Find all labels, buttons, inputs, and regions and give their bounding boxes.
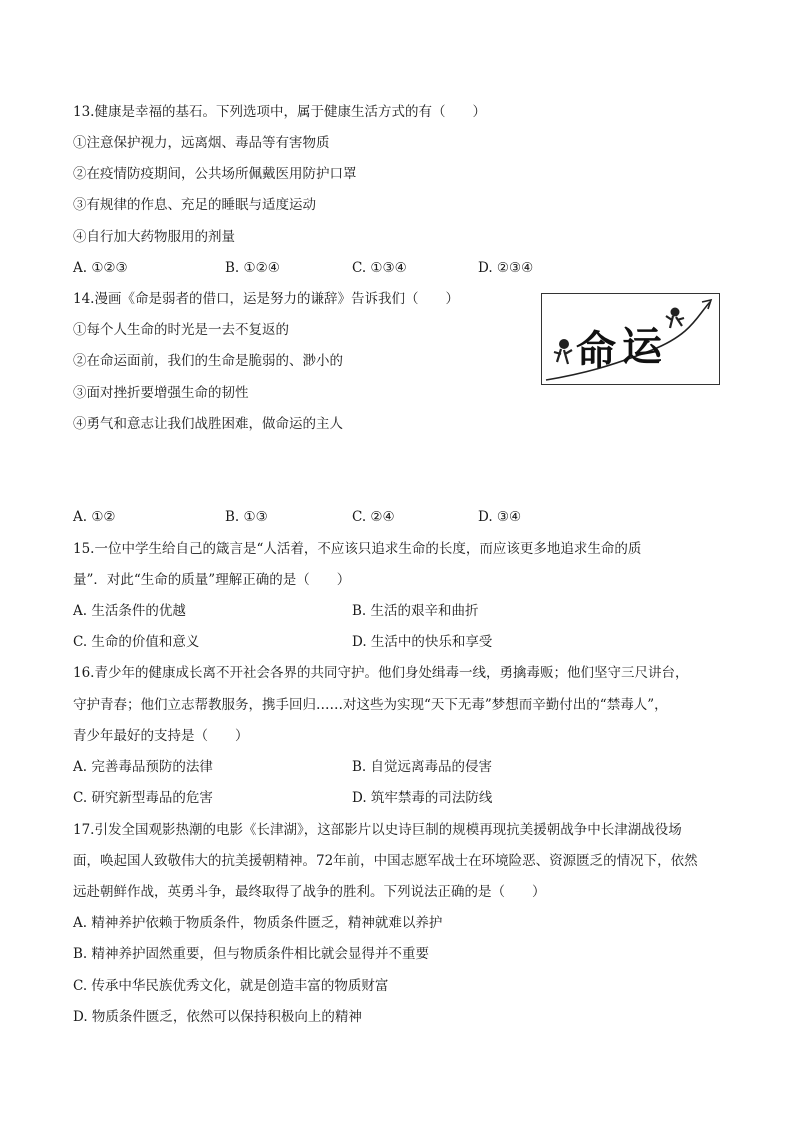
q13-item-3: ③有规律的作息、充足的睡眠与适度运动: [73, 197, 316, 213]
q16-stem-line-3: 青少年最好的支持是（ ）: [73, 728, 249, 744]
q15-stem-line-1: 15.一位中学生给自己的箴言是“人活着，不应该只追求生命的长度，而应该更多地追求生命的质: [73, 541, 642, 557]
q16-option-a[interactable]: A. 完善毒品预防的法律: [73, 759, 213, 775]
q14-item-1: ①每个人生命的时光是一去不复返的: [73, 322, 289, 338]
q17-option-d[interactable]: D. 物质条件匮乏，依然可以保持积极向上的精神: [73, 1009, 362, 1025]
q13-item-4: ④自行加大药物服用的剂量: [73, 229, 235, 245]
q14-option-d[interactable]: D. ③④: [478, 509, 522, 525]
q16-option-d[interactable]: D. 筑牢禁毒的司法防线: [352, 790, 493, 806]
q13-option-d[interactable]: D. ②③④: [478, 260, 534, 276]
q15-option-b[interactable]: B. 生活的艰辛和曲折: [352, 603, 479, 619]
q14-item-4: ④勇气和意志让我们战胜困难，做命运的主人: [73, 416, 343, 432]
cartoon-char-yun: 运: [622, 324, 662, 370]
q17-option-a[interactable]: A. 精神养护依赖于物质条件，物质条件匮乏，精神就难以养护: [73, 915, 443, 931]
q16-stem-line-2: 守护青春；他们立志帮教服务，携手回归……对这些为实现“天下无毒”梦想而辛勤付出的“禁毒人”，: [73, 697, 668, 713]
q14-option-a[interactable]: A. ①②: [73, 509, 116, 525]
arrow-head-icon: [702, 300, 711, 309]
q15-stem-line-2: 量”．对此“生命的质量”理解正确的是（ ）: [73, 572, 351, 588]
figure-left-head: [559, 339, 569, 349]
q13-item-2: ②在疫情防疫期间，公共场所佩戴医用防护口罩: [73, 166, 357, 182]
q14-option-c[interactable]: C. ②④: [352, 509, 395, 525]
q15-option-c[interactable]: C. 生命的价值和意义: [73, 634, 200, 650]
q13-option-a[interactable]: A. ①②③: [73, 260, 128, 276]
q17-option-c[interactable]: C. 传承中华民族优秀文化，就是创造丰富的物质财富: [73, 978, 389, 994]
fate-cartoon-drawing: [542, 294, 718, 383]
q13-option-c[interactable]: C. ①③④: [352, 260, 407, 276]
q14-item-3: ③面对挫折要增强生命的韧性: [73, 385, 249, 401]
cartoon-char-ming: 命: [576, 328, 616, 374]
q14-stem: 14.漫画《命是弱者的借口，运是努力的谦辞》告诉我们（ ）: [73, 291, 459, 307]
q17-stem-line-1: 17.引发全国观影热潮的电影《长津湖》，这部影片以史诗巨制的规模再现抗美援朝战争中长津湖战役场: [73, 822, 682, 838]
figure-left-body: [554, 349, 572, 364]
q17-stem-line-3: 远赴朝鲜作战，英勇斗争，最终取得了战争的胜利。下列说法正确的是（ ）: [73, 884, 546, 900]
q16-option-c[interactable]: C. 研究新型毒品的危害: [73, 790, 213, 806]
q14-item-2: ②在命运面前，我们的生命是脆弱的、渺小的: [73, 353, 343, 369]
figure-right-body: [666, 316, 684, 328]
q15-option-d[interactable]: D. 生活中的快乐和享受: [352, 634, 493, 650]
fate-cartoon: [541, 293, 720, 385]
q17-option-b[interactable]: B. 精神养护固然重要，但与物质条件相比就会显得并不重要: [73, 946, 430, 962]
q15-option-a[interactable]: A. 生活条件的优越: [73, 603, 186, 619]
q13-item-1: ①注意保护视力，远离烟、毒品等有害物质: [73, 135, 330, 151]
q14-option-b[interactable]: B. ①③: [225, 509, 268, 525]
q16-option-b[interactable]: B. 自觉远离毒品的侵害: [352, 759, 493, 775]
q13-option-b[interactable]: B. ①②④: [225, 260, 280, 276]
q16-stem-line-1: 16.青少年的健康成长离不开社会各界的共同守护。他们身处缉毒一线，勇擒毒贩；他们坚守三尺讲台，: [73, 665, 689, 681]
q17-stem-line-2: 面，唤起国人致敬伟大的抗美援朝精神。72年前，中国志愿军战士在环境险恶、资源匮乏的情况下，依然: [73, 853, 698, 869]
q13-stem: 13.健康是幸福的基石。下列选项中，属于健康生活方式的有（ ）: [73, 104, 486, 120]
figure-right-head: [671, 308, 680, 317]
